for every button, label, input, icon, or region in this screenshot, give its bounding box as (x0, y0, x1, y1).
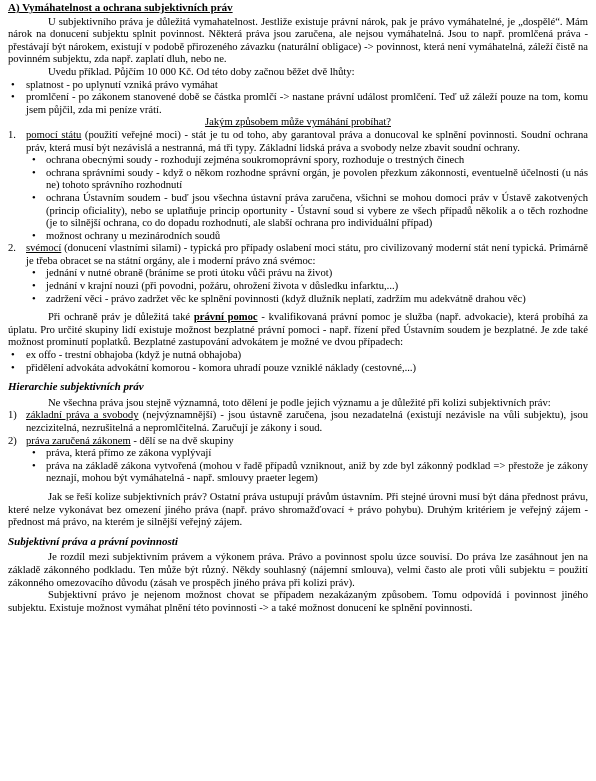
numbered-item (8, 130, 588, 155)
question-heading: Jakým způsobem může vymáhání probíhat? (205, 117, 391, 129)
list-item: • jednání v nutné obraně (bráníme se proti útoku vůči právu na život) (8, 268, 588, 281)
numbered-item (8, 410, 588, 435)
term-legal-aid: právní pomoc (193, 312, 258, 324)
item-number: 2. (8, 243, 16, 255)
bullet-list (8, 268, 588, 306)
item-term: základní práva a svobody (26, 410, 139, 422)
section-title-hierarchy: Hierarchie subjektivních práv (8, 381, 144, 394)
section-title-rights-duties: Subjektivní práva a právní povinnosti (8, 535, 178, 548)
item-text: (nejvýznamnější) - jsou ústavně zaručena, jsou nezadatelná (existují nezávisle na vůli subjektu), jsou nezcizitelná, nezrušitelná a nepromlčitelná. Zaručují je zákony i soud. (26, 410, 588, 434)
list-item: • práva na základě zákona vytvořená (mohou v řadě případů vzniknout, aniž by zde byl zákonný podklad => přestože je zákony neznají, mohou být vymáhatelná - např. smlouvy praeter legem) (8, 461, 588, 486)
list-item: • práva, která přímo ze zákona vyplývají (8, 448, 588, 461)
item-text: - dělí se na dvě skupiny (130, 435, 234, 447)
item-number: 1) (8, 410, 17, 422)
section-title-enforceability: A) Vymáhatelnost a ochrana subjektivních práv (8, 2, 233, 14)
item-number: 1. (8, 129, 16, 141)
numbered-item (8, 243, 588, 268)
list-item: • ochrana správními soudy - když o někom rozhodne správní orgán, je povolen přezkum zákonnosti, eventuelně účelnosti (u nás ne) tohoto správního rozhodnutí (8, 168, 588, 193)
paragraph: Je rozdíl mezi subjektivním právem a výkonem práva. Právo a povinnost spolu úzce souvisí. Do práva lze zasáhnout jen na základě zákonného podkladu. Ten může být různý. Někdy souhlasný (nájemní smlouva), velmi často ale proti vůli subjektu = použití zákonného omezovacího důvodu (zásah ve prospěch jiného práva při kolizi práv). (8, 552, 588, 589)
paragraph: Při ochraně práv je důležitá také právní pomoc - kvalifikovaná právní pomoc je služba (např. advokacie), která probíhá za úplatu. Pro určité skupiny lidí existuje možnost bezplatné právní pomoci - např. řízení před Ústavním soudem je bezplatné. Je zde také možnost prominutí poplatků. Bezplatné zastupování advokátem je možné ve dvou případech: (8, 312, 588, 349)
list-item: • jednání v krajní nouzi (při povodni, požáru, ohrožení života v důsledku infarktu,...) (8, 281, 588, 294)
paragraph: Ne všechna práva jsou stejně významná, toto dělení je podle jejich významu a je důležité při kolizi subjektivních práv: (48, 397, 551, 409)
list-item: • možnost ochrany u mezinárodních soudů (8, 231, 588, 244)
document-page (0, 2, 596, 781)
bullet-list (8, 448, 588, 486)
list-item: • ochrana Ústavním soudem - buď jsou všechna ústavní práva zaručena, všichni se mohou domoci práv v Ústavě zakotvených (princip oficiality), nebo se uplatňuje princip oportunity - Ústavní soud si vybere ze všech případů několik a o těch rozhodne (je to silnější ochrana, co do dopadu rozhodnutí, ale slabší ochrana pro individuální případ) (8, 193, 588, 231)
bullet-list (8, 350, 588, 375)
item-text: (použití veřejné moci) - stát je tu od toho, aby garantoval práva a donucoval ke splnění povinnosti. Soudní ochrana práv, která musí být nezávislá a nestranná, má tři typy. Základní lidská práva a svobody nelze zbavit soudní ochrany. (26, 129, 588, 154)
bullet-list (8, 80, 588, 118)
item-term: svémocí (26, 243, 62, 255)
paragraph: Subjektivní právo je nejenom možnost chovat se případem nezakázaným způsobem. Tomu odpovídá i povinnost jiného subjektu. Existuje možnost vymáhat plnění této povinnosti -> a také možnost donucení ke splnění povinnosti. (8, 590, 588, 614)
list-item: • ochrana obecnými soudy - rozhodují zejména soukromoprávní spory, rozhoduje o trestných činech (8, 155, 588, 168)
item-number: 2) (8, 435, 17, 447)
bullet-list (8, 155, 588, 243)
item-text: (donucení vlastními silami) - typická pro případy oslabení moci státu, pro civilizovaný moderní stát není typická. Primárně je třeba obracet se na státní orgány, ale i moderní právo zná svémoc: (26, 243, 588, 267)
list-item: • ex offo - trestní obhajoba (když je nutná obhajoba) (8, 350, 588, 363)
list-item: • přidělení advokáta advokátní komorou - komora uhradí pouze vzniklé náklady (cestovné,...) (8, 363, 588, 376)
paragraph: Uvedu příklad. Půjčím 10 000 Kč. Od této doby začnou běžet dvě lhůty: (48, 66, 355, 78)
list-item: • zadržení věci - právo zadržet věc ke splnění povinnosti (když dlužník neplatí, zadržím mu adekvátně drahou věc) (8, 294, 588, 307)
item-term: pomocí státu (26, 129, 82, 141)
paragraph: U subjektivního práva je důležitá vymahatelnost. Jestliže existuje právní nárok, pak je právo vymáhatelné, je „dospělé“. Mám nárok na donucení subjektu splnit povinnost. Některá práva jsou zaručena, ale nejsou vymáhatelná. Jsou to např. promlčená práva - přestávají být nárokem, existují v podobě přirozeného závazku (naturální obligace) -> povinnost, která není vymáhatelná, záleží čistě na povinném subjektu, zda např. zaplatí dluh, nebo ne. (8, 16, 588, 66)
list-item: • splatnost - po uplynutí vzniká právo vymáhat (8, 80, 588, 93)
numbered-item (8, 436, 588, 449)
list-item: • promlčení - po zákonem stanovené době se částka promlčí -> nastane právní událost promlčení. Teď už záleží pouze na tom, komu jsem půjčil, zda mi peníze vrátí. (8, 92, 588, 117)
paragraph: Jak se řeší kolize subjektivních práv? Ostatní práva ustupují právům ústavním. Při stejné úrovni musí být dána přednost právu, které nelze vykonávat bez omezení jiného práva (např. právo shromažďovací + právo pohybu). Druhým kritériem je veřejný zájem - přednost má právo, na kterém je silnější veřejný zájem. (8, 491, 588, 529)
item-term: práva zaručená zákonem (26, 435, 131, 447)
